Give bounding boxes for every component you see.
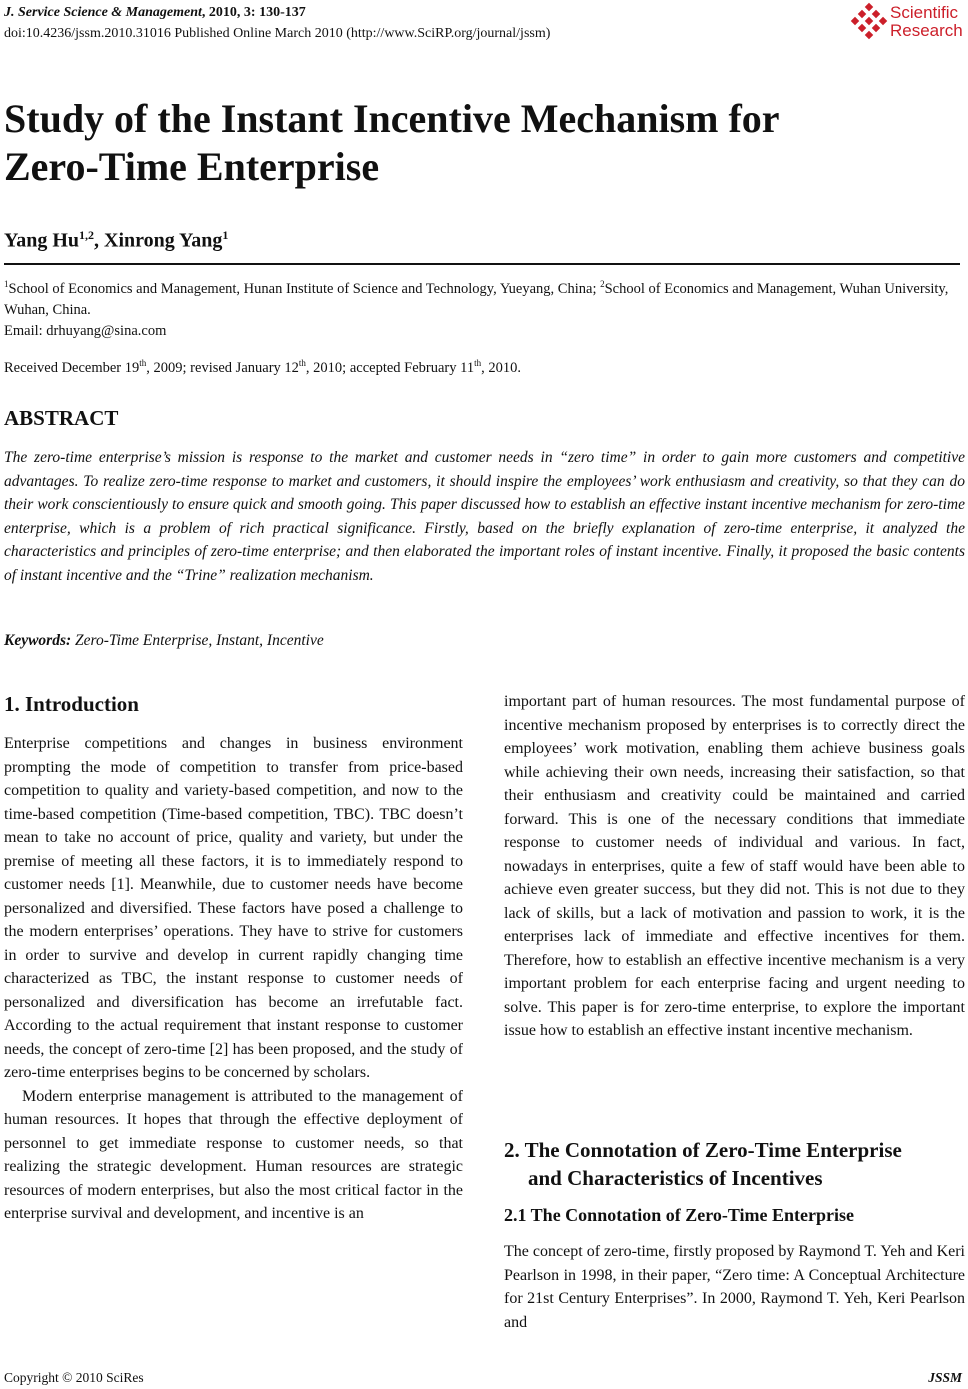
author-1: Yang Hu xyxy=(4,229,80,252)
received-sup1: th xyxy=(139,358,147,368)
affil-sup-1: 1 xyxy=(4,279,9,289)
section-2-heading-line1: 2. The Connotation of Zero-Time Enterprise xyxy=(504,1138,902,1162)
affiliations xyxy=(4,274,964,342)
paper-title xyxy=(4,95,964,191)
title-line2: Zero-Time Enterprise xyxy=(4,144,380,189)
right-column-paragraph: important part of human resources. The most fundamental purpose of incentive mechanism proposed by enterprises is to correctly direct the employees’ work motivation, enabling them achieve business goals while achieving their own needs, increasing their satisfaction, so that their enthusiasm and creativity could be maintained and carried forward. This is one of the necessary conditions that immediate response to customer needs of individual and various. In fact, nowadays in enterprises, quite a few of staff would have been able to achieve even greater success, but they did not. This is not due to they lack of skills, but a lack of motivation and passion to work, it is the enterprises lack of immediate and effective incentives for them. Therefore, how to establish an effective incentive mechanism is a very important problem for each enterprise facing and urgent needing to solve. This paper is for zero-time enterprise, to explore the important issue how to establish an effective instant incentive mechanism. xyxy=(504,693,965,1039)
author-2: Xinrong Yang xyxy=(104,229,223,252)
section-2-heading-line2: and Characteristics of Incentives xyxy=(528,1166,823,1190)
section-2-heading xyxy=(504,1136,902,1192)
abstract-text: The zero-time enterprise’s mission is response to the market and customer needs in “zero time” in order to gain more customers and competitive advantages. To realize zero-time response to market and customers, it should inspire the employees’ work enthusiasm and creativity, so that they can do their work conscientiously to ensure quick and smooth going. This paper discussed how to establish an effective instant incentive mechanism for zero-time enterprise, which is a problem of rich practical significance. Firstly, based on the briefly explanation of zero-time enterprise, it analyzed the characteristics and principles of zero-time enterprise; and then elaborated the important roles of instant incentive. Finally, it proposed the basic contents of instant incentive and the “Trine” realization mechanism. xyxy=(4,449,965,584)
received-part3: , 2010; accepted February 11 xyxy=(305,359,475,376)
author-1-affil: 1,2 xyxy=(79,228,95,242)
scientific-research-logo[interactable] xyxy=(850,2,966,42)
title-line1: Study of the Instant Incentive Mechanism for xyxy=(4,96,780,141)
received-part1: Received December 19 xyxy=(4,359,140,376)
intro-paragraph-2: Modern enterprise management is attributed to the management of human resources. It hopes that through the effective deployment of personnel to get immediate response to customer needs, so that realizing the strategic development. Human resources are strategic resources of modern enterprises, but also the most critical factor in the enterprise survival and development, and incentive is an xyxy=(4,1087,463,1222)
logo-line1: Scientific xyxy=(890,3,959,22)
received-part2: , 2009; revised January 12 xyxy=(146,359,299,376)
received-sup2: th xyxy=(298,358,306,368)
affil-1: School of Economics and Management, Hunan Institute of Science and Technology, Yueyang, China; xyxy=(8,280,601,297)
keywords xyxy=(4,632,324,650)
journal-volume: , 2010, 3: 130-137 xyxy=(201,5,306,20)
section-2-1-paragraph: The concept of zero-time, firstly proposed by Raymond T. Yeh and Keri Pearlson in 1998, in their paper, “Zero time: A Conceptual Architecture for 21st Century Enterprises”. In 2000, Raymond T. Yeh, Keri Pearlson and xyxy=(504,1243,965,1331)
copyright-footer: Copyright © 2010 SciRes xyxy=(4,1370,144,1385)
logo-text xyxy=(890,4,963,40)
journal-name: J. Service Science & Management xyxy=(4,5,202,20)
doi-line: doi:10.4236/jssm.2010.31016 Published Online March 2010 (http://www.SciRP.org/journal/jssm) xyxy=(4,26,551,41)
section-1-heading: 1. Introduction xyxy=(4,692,139,716)
received-sup3: th xyxy=(474,358,482,368)
keywords-colon: : xyxy=(66,632,76,649)
affil-2: School of Economics and Management, Wuhan University, Wuhan, China. xyxy=(4,280,949,318)
received-dates xyxy=(4,358,521,377)
received-part4: , 2010. xyxy=(481,359,521,376)
author-separator: , xyxy=(94,229,105,252)
logo-icon xyxy=(850,2,888,42)
logo-line2: Research xyxy=(890,21,963,40)
header-divider xyxy=(4,263,960,265)
intro-paragraph-1: Enterprise competitions and changes in business environment prompting the mode of competition to transfer from price-based competition to quality and variety-based competition, and now to the time-based competition (Time-based competition, TBC). TBC doesn’t mean to take no account of price, quality and variety, but under the premise of meeting all these factors, it is to immediately respond to customer needs [1]. Meanwhile, due to customer needs have become personalized and diversified. These factors have posed a challenge to the modern enterprises’ operations. They have to strive for customers in order to survive and develop in current rapidly changing time characterized as TBC, the instant response to customer needs of personalized and diversification has become an irrefutable fact. According to the actual requirement that instant response to customer needs, the concept of zero-time [2] has been proposed, and the study of zero-time enterprises begins to be concerned by scholars. xyxy=(4,735,463,1081)
journal-footer: JSSM xyxy=(928,1370,962,1385)
section-2-1-heading: 2.1 The Connotation of Zero-Time Enterprise xyxy=(504,1205,854,1225)
abstract-heading: ABSTRACT xyxy=(4,406,119,430)
author-list xyxy=(4,228,228,253)
author-2-affil: 1 xyxy=(222,228,229,242)
keywords-list: Zero-Time Enterprise, Instant, Incentive xyxy=(75,632,324,649)
left-column xyxy=(4,732,463,1226)
affil-sup-2: 2 xyxy=(600,279,605,289)
email[interactable]: Email: drhuyang@sina.com xyxy=(4,322,167,339)
keywords-label: Keywords xyxy=(4,632,66,649)
journal-citation xyxy=(4,4,306,22)
